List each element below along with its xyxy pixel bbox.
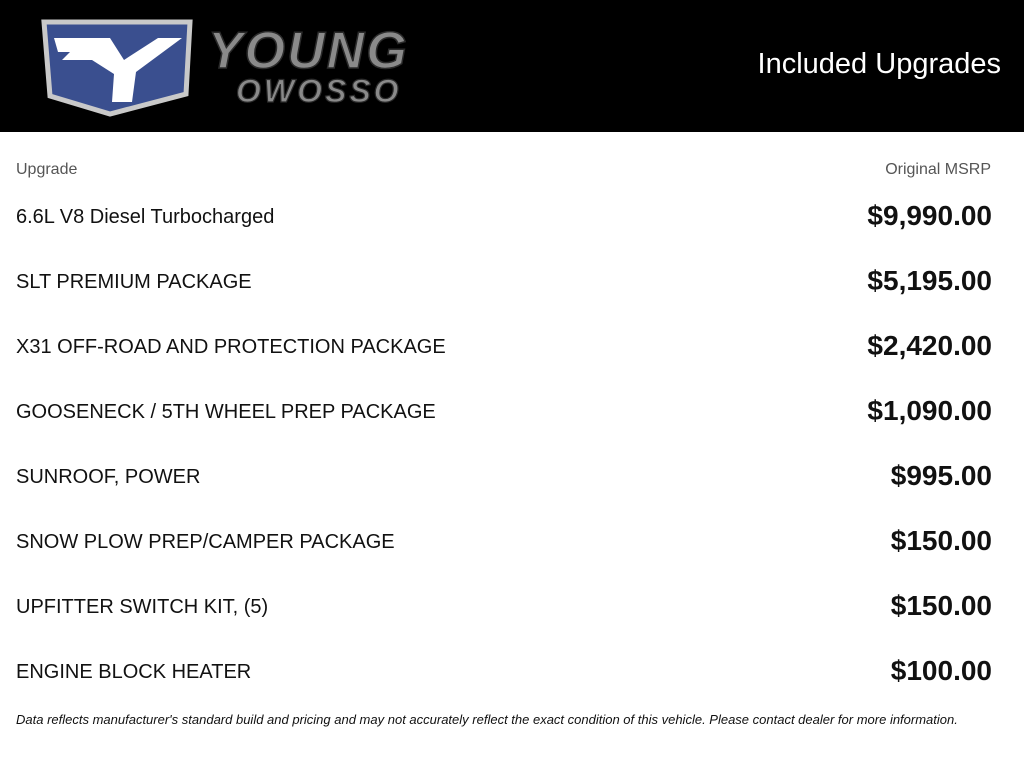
table-row xyxy=(0,575,1024,640)
upgrades-table xyxy=(0,185,1024,705)
table-row xyxy=(0,250,1024,315)
upgrade-price: $100.00 xyxy=(890,655,992,686)
upgrade-name: SUNROOF, POWER xyxy=(16,466,201,488)
table-row xyxy=(0,640,1024,705)
table-row xyxy=(0,380,1024,445)
table-row xyxy=(0,315,1024,380)
logo-text-young: YOUNG xyxy=(208,22,409,80)
column-header-msrp: Original MSRP xyxy=(885,161,991,178)
page-title: Included Upgrades xyxy=(757,48,1001,80)
table-row xyxy=(0,185,1024,250)
logo-text-owosso: OWOSSO xyxy=(236,73,402,109)
upgrade-name: GOOSENECK / 5TH WHEEL PREP PACKAGE xyxy=(16,401,436,423)
table-row xyxy=(0,510,1024,575)
dealer-logo xyxy=(40,16,510,118)
upgrade-price: $2,420.00 xyxy=(867,330,992,361)
upgrade-price: $995.00 xyxy=(890,460,992,491)
upgrade-price: $1,090.00 xyxy=(867,395,992,426)
upgrade-price: $5,195.00 xyxy=(867,265,992,296)
upgrade-name: X31 OFF-ROAD AND PROTECTION PACKAGE xyxy=(16,336,446,358)
upgrade-name: 6.6L V8 Diesel Turbocharged xyxy=(16,206,275,228)
upgrade-price: $150.00 xyxy=(890,590,992,621)
upgrade-name: SNOW PLOW PREP/CAMPER PACKAGE xyxy=(16,531,395,553)
header-bar xyxy=(0,0,1024,132)
upgrade-price: $9,990.00 xyxy=(867,200,992,231)
upgrade-name: SLT PREMIUM PACKAGE xyxy=(16,271,252,293)
upgrade-name: UPFITTER SWITCH KIT, (5) xyxy=(16,596,269,618)
table-row xyxy=(0,445,1024,510)
column-header-upgrade: Upgrade xyxy=(16,161,78,178)
upgrade-name: ENGINE BLOCK HEATER xyxy=(16,661,252,683)
upgrade-price: $150.00 xyxy=(890,525,992,556)
disclaimer-text: Data reflects manufacturer's standard build and pricing and may not accurately reflect the exact condition of this vehicle. Please contact dealer for more information. xyxy=(16,712,958,727)
